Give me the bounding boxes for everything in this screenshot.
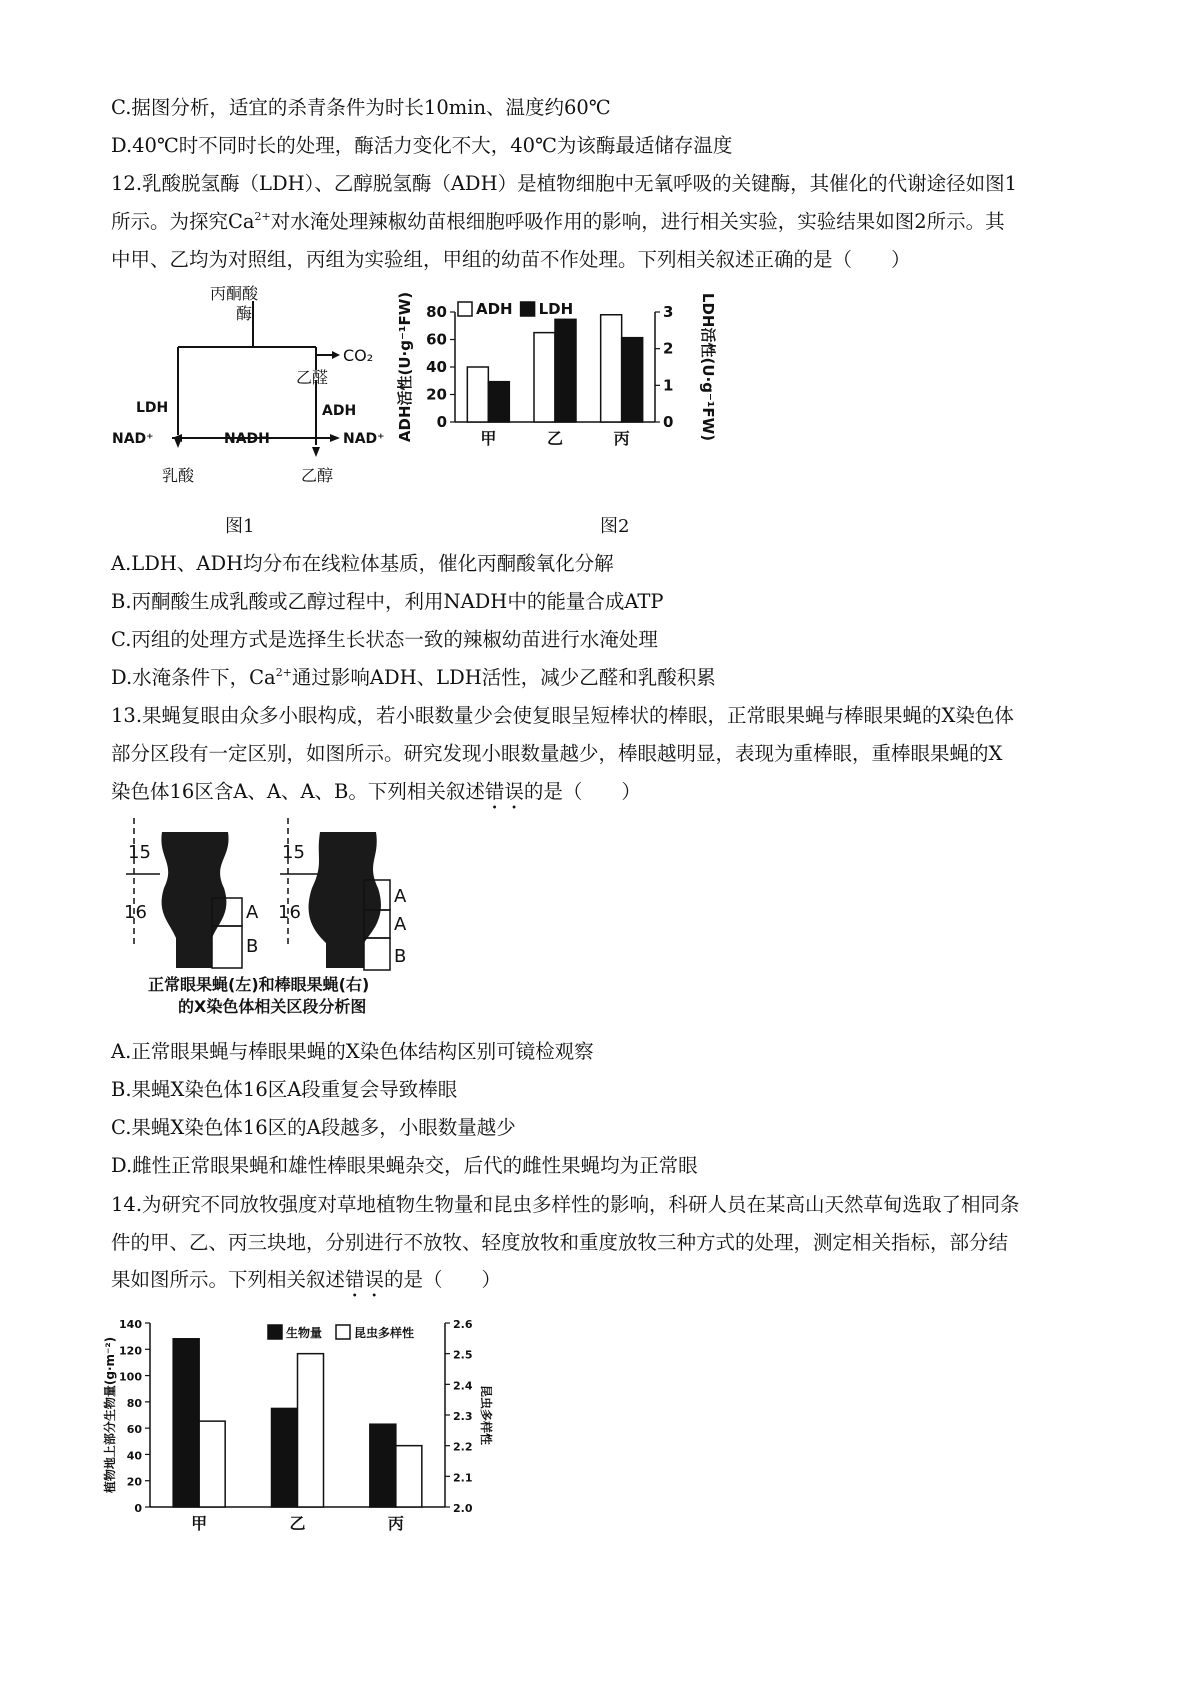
right-tick-label: 2.5 [453, 1348, 473, 1362]
bar-ADH-乙 [534, 333, 555, 422]
segment-a2-right: A [394, 914, 407, 935]
legend-swatch-LDH [521, 302, 535, 316]
left-axis-title: 植物地上部分生物量(g·m⁻²) [103, 1336, 117, 1494]
bar-昆虫多样性-丙 [396, 1446, 422, 1507]
bar-LDH-甲 [488, 382, 509, 422]
label-nadh: NADH [224, 431, 270, 447]
left-tick-label: 60 [126, 1423, 142, 1437]
right-tick-label: 2.0 [453, 1502, 473, 1515]
label-adh: ADH [322, 403, 357, 419]
left-tick-label: 60 [426, 330, 447, 349]
legend-label-昆虫多样性: 昆虫多样性 [354, 1326, 415, 1340]
q12-option-b: B.丙酮酸生成乳酸或乙醇过程中，利用NADH中的能量合成ATP [111, 590, 664, 613]
right-tick-label: 2.2 [453, 1440, 473, 1454]
bar-生物量-甲 [173, 1339, 199, 1507]
label-16-right: 16 [278, 902, 301, 923]
ca-charge: 2+ [254, 210, 271, 223]
right-tick-label: 2.3 [453, 1410, 473, 1423]
left-tick-label: 80 [126, 1396, 142, 1410]
bar-ADH-丙 [601, 315, 622, 422]
category-label: 丙 [613, 429, 630, 448]
segment-a1-right: A [394, 886, 407, 907]
right-axis-title: 昆虫多样性 [479, 1384, 493, 1446]
bar-生物量-丙 [370, 1424, 396, 1507]
q13-option-b: B.果蝇X染色体16区A段重复会导致棒眼 [111, 1078, 458, 1101]
q13-stem-line2: 部分区段有一定区别，如图所示。研究发现小眼数量越少，棒眼越明显，表现为重棒眼，重棒眼果蝇的X [111, 742, 1003, 765]
q13-option-c: C.果蝇X染色体16区的A段越多，小眼数量越少 [111, 1116, 516, 1139]
fig1-caption: 图1 [225, 516, 255, 537]
q14-stem-line1: 14.为研究不同放牧强度对草地植物生物量和昆虫多样性的影响，科研人员在某高山天然草甸选取了相同条 [111, 1193, 1020, 1216]
label-enzyme: 酶 [236, 304, 253, 323]
segment-b-left: B [246, 936, 259, 957]
option-d-q11: D.40℃时不同时长的处理，酶活力变化不大，40℃为该酶最适储存温度 [111, 134, 733, 157]
q13-option-a: A.正常眼果蝇与棒眼果蝇的X染色体结构区别可镜检观察 [111, 1040, 594, 1063]
fig1-pathway-diagram [100, 285, 390, 485]
q12-option-c: C.丙组的处理方式是选择生长状态一致的辣椒幼苗进行水淹处理 [111, 628, 658, 651]
category-label: 甲 [191, 1514, 208, 1533]
left-tick-label: 40 [426, 358, 447, 376]
q13-option-d: D.雌性正常眼果蝇和雄性棒眼果蝇杂交，后代的雌性果蝇均为正常眼 [111, 1154, 698, 1177]
q12-stem-line2: 所示。为探究$Ca^{2+}$对水淹处理辣椒幼苗根细胞呼吸作用的影响，进行相关实验，实验结果如图2所示。其 [111, 210, 1005, 233]
category-label: 乙 [546, 429, 564, 448]
legend-swatch-生物量 [268, 1325, 282, 1339]
right-tick-label: 3 [663, 303, 674, 321]
q12-option-a: A.LDH、ADH均分布在线粒体基质，催化丙酮酸氧化分解 [111, 552, 614, 575]
left-tick-label: 0 [134, 1502, 142, 1515]
right-tick-label: 2.6 [453, 1318, 473, 1331]
right-tick-label: 0 [663, 413, 674, 431]
label-ldh: LDH [136, 400, 169, 416]
category-label: 甲 [480, 429, 497, 448]
left-axis-title: ADH活性(U·g⁻¹FW) [396, 291, 414, 443]
label-acetaldehyde: 乙醛 [296, 368, 329, 387]
label-15-right: 15 [282, 842, 305, 863]
right-axis-title: LDH活性(U·g⁻¹FW) [699, 292, 717, 442]
category-label: 丙 [387, 1514, 404, 1533]
left-tick-label: 20 [126, 1475, 142, 1489]
grazing-biomass-diversity-chart [103, 1315, 550, 1533]
label-ethanol: 乙醇 [301, 466, 334, 485]
right-tick-label: 2.1 [453, 1471, 473, 1485]
left-tick-label: 20 [426, 385, 447, 404]
legend-swatch-ADH [458, 302, 472, 316]
right-tick-label: 1 [663, 376, 674, 395]
q12-stem-line1: 12.乳酸脱氢酶（LDH）、乙醇脱氢酶（ADH）是植物细胞中无氧呼吸的关键酶，其催化的代谢途径如图1 [111, 172, 1017, 195]
segment-b-right: B [394, 946, 407, 967]
fig3-caption-line1: 正常眼果蝇(左)和棒眼果蝇(右) [148, 975, 370, 994]
fig3-caption-line2: 的X染色体相关区段分析图 [178, 997, 367, 1016]
q14-stem-line3: 果如图所示。下列相关叙述错误的是（ ） [111, 1268, 502, 1291]
q14-stem-line2: 件的甲、乙、丙三块地，分别进行不放牧、轻度放牧和重度放牧三种方式的处理，测定相关指标，部分结 [111, 1231, 1009, 1254]
fig3-chromosome-diagram [120, 818, 440, 1018]
fig2-enzyme-activity-chart [396, 282, 770, 492]
bar-LDH-乙 [555, 319, 576, 422]
label-15-left: 15 [128, 842, 151, 863]
legend-swatch-昆虫多样性 [336, 1325, 350, 1339]
legend-label-LDH: LDH [538, 300, 574, 318]
q12-option-d: D.水淹条件下，$Ca^{2+}$通过影响ADH、LDH活性，减少乙醛和乳酸积累 [111, 666, 716, 689]
label-nad-left: NAD⁺ [112, 431, 154, 447]
label-lactate: 乳酸 [162, 466, 195, 485]
category-label: 乙 [289, 1514, 306, 1533]
bar-ADH-甲 [467, 367, 488, 422]
left-tick-label: 80 [426, 303, 447, 321]
segment-a-left: A [246, 902, 259, 923]
q13-stem-line1: 13.果蝇复眼由众多小眼构成，若小眼数量少会使复眼呈短棒状的棒眼，正常眼果蝇与棒眼果蝇的X染色体 [111, 704, 1014, 727]
left-tick-label: 120 [119, 1344, 142, 1358]
bar-昆虫多样性-乙 [298, 1354, 324, 1507]
left-tick-label: 0 [436, 413, 447, 431]
left-tick-label: 40 [126, 1449, 142, 1463]
bar-LDH-丙 [622, 338, 643, 422]
bar-昆虫多样性-甲 [199, 1421, 225, 1507]
option-c-q11: C.据图分析，适宜的杀青条件为时长10min、温度约60℃ [111, 96, 611, 119]
left-tick-label: 100 [119, 1370, 142, 1384]
fig2-caption: 图2 [600, 516, 630, 537]
q12-stem-line3: 中甲、乙均为对照组，丙组为实验组，甲组的幼苗不作处理。下列相关叙述正确的是（ ） [111, 248, 911, 271]
q13-stem-line3: 染色体16区含A、A、A、B。下列相关叙述错误的是（ ） [111, 780, 641, 803]
right-tick-label: 2 [663, 339, 674, 358]
bar-生物量-乙 [272, 1408, 298, 1507]
left-tick-label: 140 [119, 1318, 142, 1331]
label-16-left: 16 [124, 902, 147, 923]
label-nad-right: NAD⁺ [343, 431, 385, 447]
legend-label-ADH: ADH [476, 300, 513, 318]
legend-label-生物量: 生物量 [286, 1326, 323, 1340]
right-tick-label: 2.4 [453, 1379, 473, 1393]
label-co2: CO₂ [343, 346, 374, 365]
label-pyruvate: 丙酮酸 [210, 284, 259, 303]
